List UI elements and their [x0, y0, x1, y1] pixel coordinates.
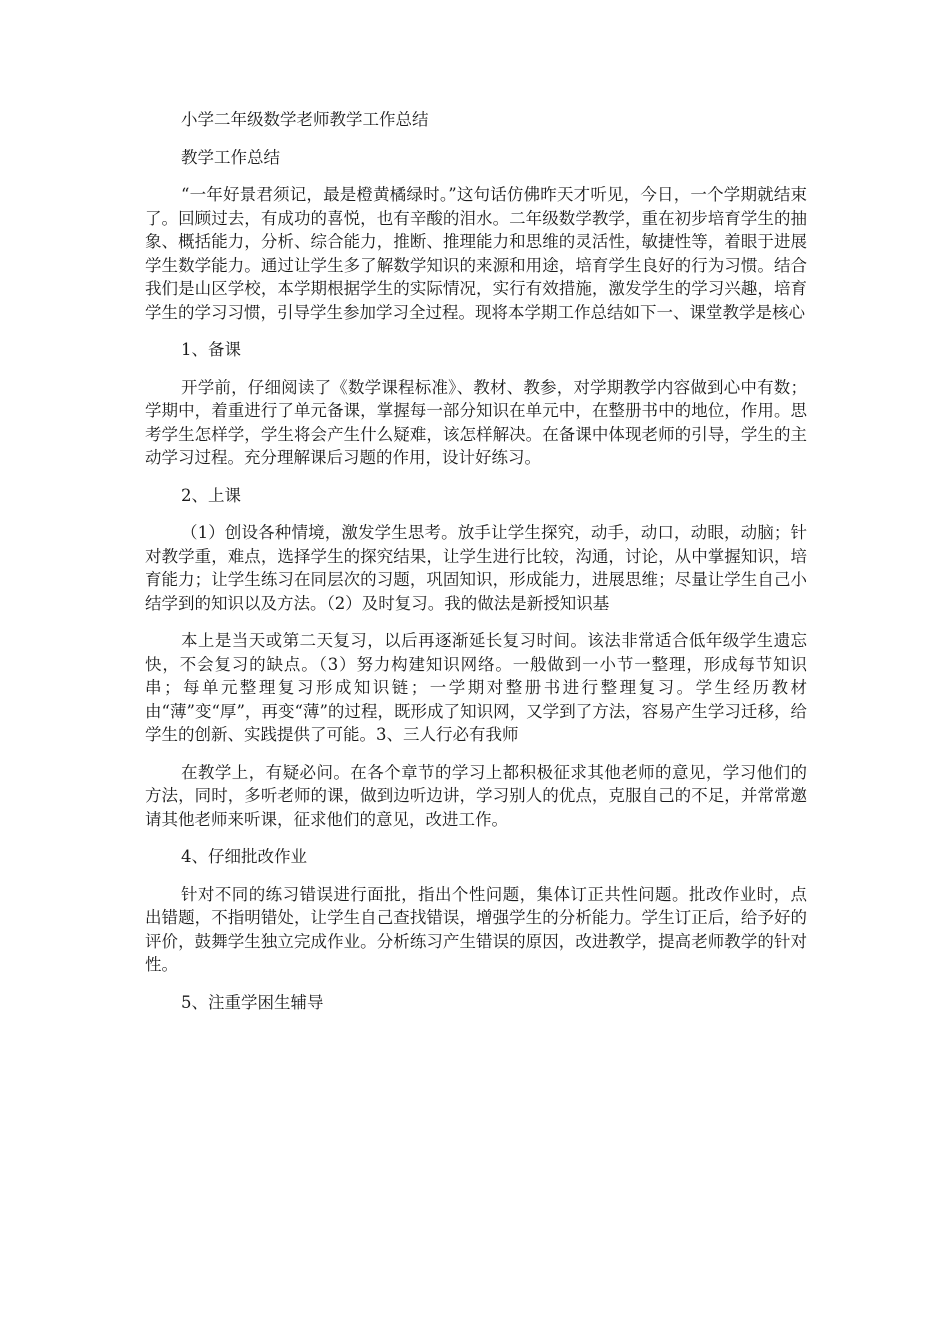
section-heading-tutoring: 5、注重学困生辅导: [181, 992, 324, 1012]
document-page: [145, 108, 807, 1028]
paragraph-learn-from-others: 在教学上，有疑必问。在各个章节的学习上都积极征求其他老师的意见，学习他们的方法，同时，多听老师的课，做到边听边讲，学习别人的优点，克服自己的不足，并常常邀请其他老师来听课，征求他们的意见，改进工作。: [145, 762, 807, 829]
paragraph-lesson-prep: 开学前，仔细阅读了《数学课程标准》、教材、教参，对学期教学内容做到心中有数；学期中，着重进行了单元备课，掌握每一部分知识在单元中，在整册书中的地位，作用。思考学生怎样学，学生将会产生什么疑难，该怎样解决。在备课中体现老师的引导，学生的主动学习过程。充分理解课后习题的作用，设计好练习。: [145, 377, 807, 467]
section-heading-homework: 4、仔细批改作业: [181, 847, 307, 866]
section-heading-class: 2、上课: [181, 485, 241, 505]
paragraph-homework: 针对不同的练习错误进行面批，指出个性问题，集体订正共性问题。批改作业时，点出错题，不指明错处，让学生自己查找错误，增强学生的分析能力。学生订正后，给予好的评价，鼓舞学生独立完成作业。分析练习产生错误的原因，改进教学，提高老师教学的针对性。: [145, 884, 807, 974]
paragraph-intro: “一年好景君须记，最是橙黄橘绿时。”这句话仿佛昨天才听见，今日，一个学期就结束了。回顾过去，有成功的喜悦，也有辛酸的泪水。二年级数学教学，重在初步培育学生的抽象、概括能力，分析、综合能力，推断、推理能力和思维的灵活性，敏捷性等，着眼于进展学生数学能力。通过让学生多了解数学知识的来源和用途，培育学生良好的行为习惯。结合我们是山区学校，本学期根据学生的实际情况，实行有效措施，激发学生的学习兴趣，培育学生的学习习惯，引导学生参加学习全过程。现将本学期工作总结如下一、课堂教学是核心: [145, 185, 807, 322]
paragraph-class-2: 本上是当天或第二天复习，以后再逐渐延长复习时间。该法非常适合低年级学生遗忘快，不会复习的缺点。（3）努力构建知识网络。一般做到一小节一整理，形成每节知识串；每单元整理复习形成知识链；一学期对整册书进行整理复习。学生经历教材由“薄”变“厚”，再变“薄”的过程，既形成了知识网，又学到了方法，容易产生学习迁移，给学生的创新、实践提供了可能。3、三人行必有我师: [145, 631, 807, 744]
document-title: 小学二年级数学老师教学工作总结: [181, 110, 429, 129]
paragraph-class-1: （1）创设各种情境，激发学生思考。放手让学生探究，动手，动口，动眼，动脑；针对教学重，难点，选择学生的探究结果，让学生进行比较，沟通，讨论，从中掌握知识，培育能力；让学生练习在同层次的习题，巩固知识，形成能力，进展思维；尽量让学生自己小结学到的知识以及方法。（2）及时复习。我的做法是新授知识基: [145, 523, 807, 613]
section-heading-lesson-prep: 1、备课: [181, 340, 241, 359]
document-subtitle: 教学工作总结: [181, 147, 280, 167]
